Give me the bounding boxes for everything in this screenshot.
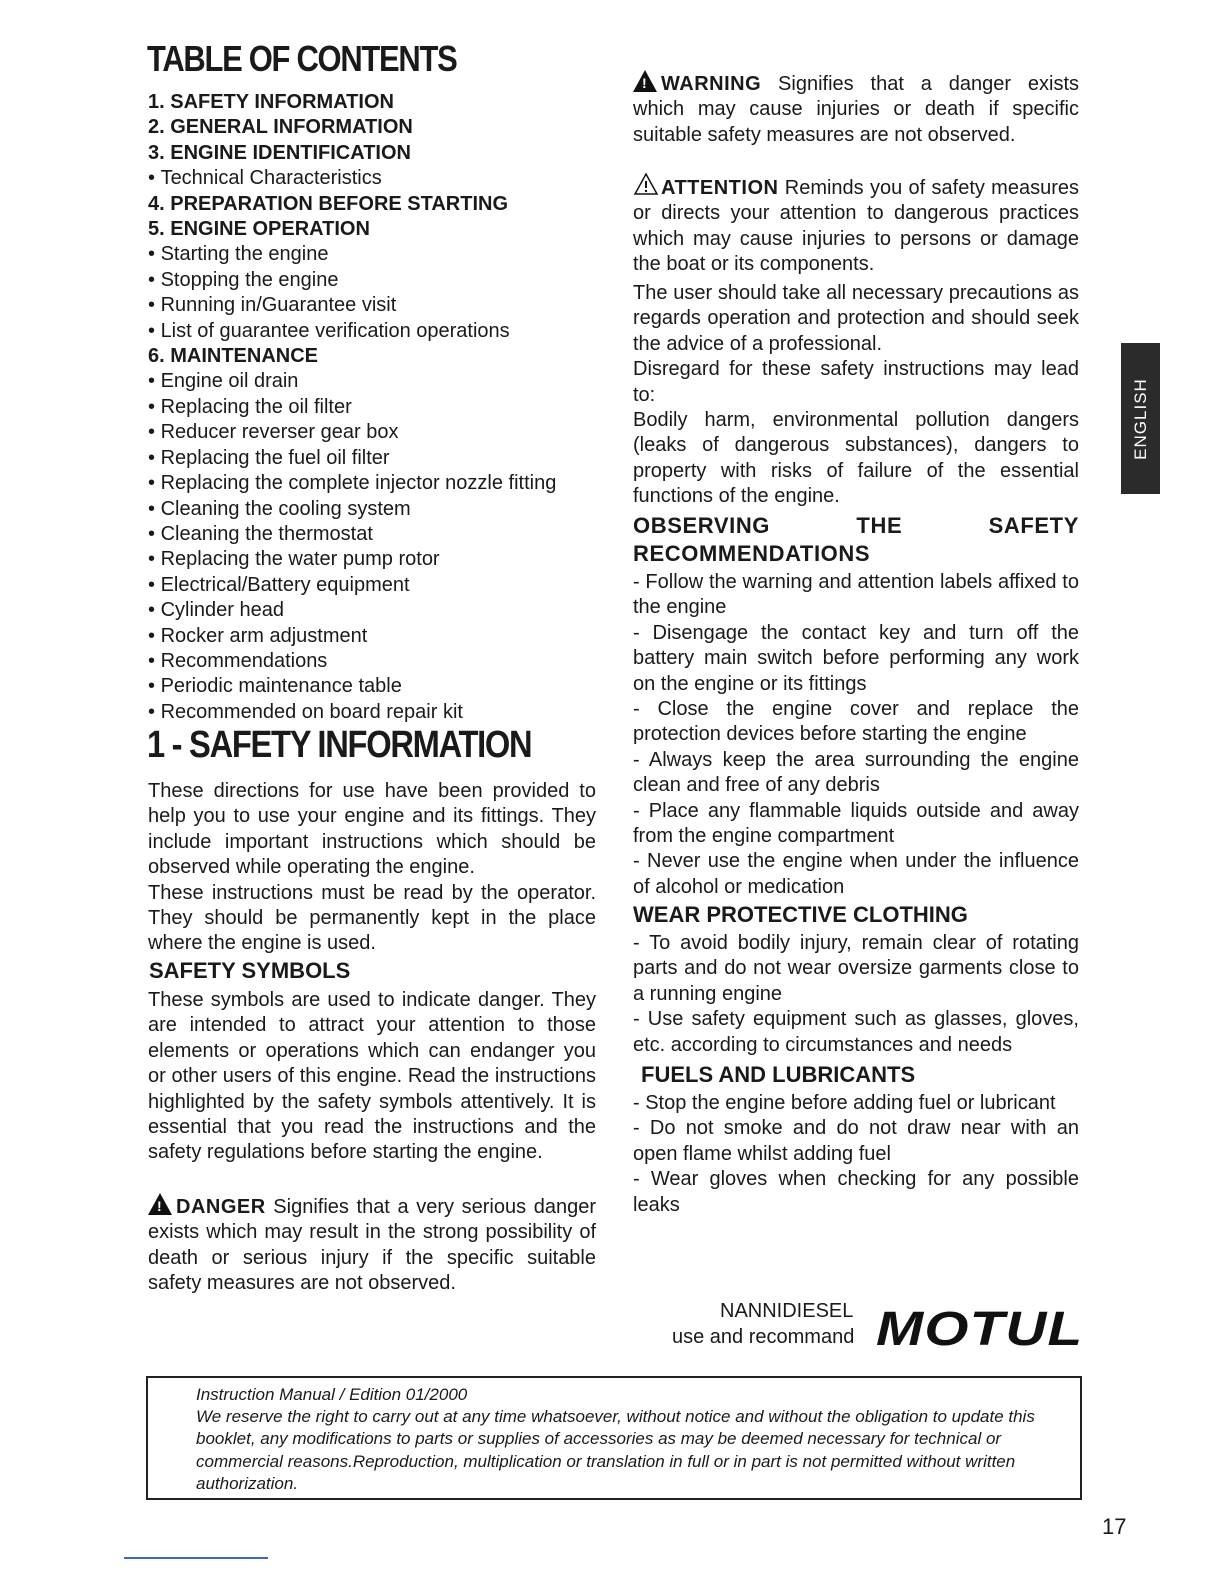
symbols-paragraph: These symbols are used to indicate danger. They are intended to attract your attention to those elements or operations which can endanger you or other users of this engine. Read the instructions highlighted by the safety symbols attentively. It is essential that you read the instructions and the safety regulations before starting the engine. — [148, 989, 596, 1164]
wear-list — [633, 931, 1079, 1058]
language-tab-label: ENGLISH — [1130, 377, 1150, 460]
user-block — [633, 281, 1079, 510]
list-item: - Do not smoke and do not draw near with an open flame whilst adding fuel — [633, 1117, 1079, 1165]
toc-section: 1. SAFETY INFORMATION — [148, 91, 394, 113]
attention-paragraph — [633, 172, 1079, 278]
toc-section: 4. PREPARATION BEFORE STARTING — [148, 192, 509, 215]
list-item: - To avoid bodily injury, remain clear of rotating parts and do not wear oversize garments close to a running engine — [633, 932, 1079, 1005]
observing-list — [633, 570, 1079, 900]
attention-text: Reminds you of safety measures or directs your attention to dangerous practices which may cause injuries to persons or damage the boat or its components. — [633, 177, 1079, 276]
toc-subitem: • Replacing the oil filter — [148, 395, 598, 420]
list-item: - Disengage the contact key and turn off the battery main switch before performing any work on the engine or its fittings — [633, 621, 1079, 695]
list-item: - Use safety equipment such as glasses, gloves, etc. according to circumstances and needs — [633, 1008, 1079, 1056]
disclaimer-text: We reserve the right to carry out at any time whatsoever, without notice and without the obligation to update this booklet, any modifications to parts or supplies of accessories as may be deemed necessary for technical or commercial reasons.Reproduction, multiplication or translation in full or in part is not permitted without written authorization. — [196, 1407, 1035, 1493]
toc-section: 6. MAINTENANCE — [148, 345, 319, 368]
section-title: 1 - SAFETY INFORMATION — [147, 724, 532, 766]
brand-tagline: use and recommand — [672, 1326, 855, 1348]
intro-block — [148, 779, 596, 957]
user-paragraph-2: Disregard for these safety instructions may lead to: — [633, 358, 1079, 406]
toc-subitem: • Stopping the engine — [148, 268, 598, 293]
danger-paragraph — [148, 1193, 596, 1297]
user-paragraph: The user should take all necessary precautions as regards operation and protection and should seek the advice of a professional. — [633, 282, 1079, 355]
toc-subitem: • Rocker arm adjustment — [148, 624, 598, 649]
list-item: - Close the engine cover and replace the protection devices before starting the engine — [633, 698, 1079, 746]
toc-subitem: • Cylinder head — [148, 598, 598, 623]
intro-paragraph-2: These instructions must be read by the operator. They should be permanently kept in the place where the engine is used. — [148, 881, 596, 955]
warning-text: Signifies that a danger exists which may cause injuries or death if specific suitable safety measures are not observed. — [633, 73, 1079, 146]
danger-block — [148, 1193, 596, 1297]
toc-subitem: • Electrical/Battery equipment — [148, 573, 598, 598]
symbols-heading: SAFETY SYMBOLS — [149, 958, 351, 983]
toc-subitem: • Recommended on board repair kit — [148, 700, 598, 725]
bottom-rule — [124, 1557, 268, 1559]
observing-heading: OBSERVING THE SAFETY RECOMMENDATIONS — [633, 513, 1079, 566]
toc-subitem: • Cleaning the cooling system — [148, 497, 598, 522]
footer-box — [146, 1376, 1082, 1500]
warning-icon — [633, 70, 657, 92]
toc-section: 3. ENGINE IDENTIFICATION — [148, 141, 411, 164]
toc-subitem: • List of guarantee verification operations — [148, 319, 598, 344]
warning-label: WARNING — [661, 73, 762, 95]
toc-list — [148, 90, 598, 725]
edition-line: Instruction Manual / Edition 01/2000 — [196, 1385, 468, 1404]
toc-subitem: • Reducer reverser gear box — [148, 420, 598, 445]
page-number: 17 — [1102, 1514, 1127, 1539]
intro-paragraph: These directions for use have been provided to help you to use your engine and its fittings. They include important instructions which should be observed while operating the engine. — [148, 780, 596, 879]
list-item: - Wear gloves when checking for any possible leaks — [633, 1168, 1079, 1216]
warning-paragraph — [633, 70, 1079, 148]
list-item: - Never use the engine when under the influence of alcohol or medication — [633, 850, 1079, 898]
toc-subitem: • Starting the engine — [148, 242, 598, 267]
toc-subitem: • Running in/Guarantee visit — [148, 293, 598, 318]
attention-label: ATTENTION — [661, 177, 779, 199]
symbols-block — [148, 988, 596, 1166]
toc-section: 2. GENERAL INFORMATION — [148, 116, 413, 139]
danger-text: Signifies that a very serious danger exists which may result in the strong possibility of death or serious injury if the specific suitable safety measures are not observed. — [148, 1196, 596, 1295]
attention-icon — [633, 172, 659, 196]
toc-subitem: • Periodic maintenance table — [148, 674, 598, 699]
toc-subitem: • Technical Characteristics — [148, 166, 598, 191]
list-item: - Follow the warning and attention labels affixed to the engine — [633, 571, 1079, 619]
toc-title: TABLE OF CONTENTS — [147, 38, 457, 79]
toc-subitem: • Recommendations — [148, 649, 598, 674]
toc-subitem: • Replacing the complete injector nozzle fitting — [148, 471, 598, 496]
warning-block — [633, 70, 1079, 148]
toc-subitem: • Engine oil drain — [148, 369, 598, 394]
danger-warning-icon — [148, 1193, 172, 1215]
list-item: - Stop the engine before adding fuel or lubricant — [633, 1092, 1056, 1114]
toc-section: 5. ENGINE OPERATION — [148, 218, 370, 241]
list-item: - Always keep the area surrounding the engine clean and free of any debris — [633, 748, 1079, 797]
fuels-heading: FUELS AND LUBRICANTS — [641, 1062, 916, 1087]
attention-block — [633, 172, 1079, 278]
toc-subitem: • Cleaning the thermostat — [148, 522, 598, 547]
fuels-list — [633, 1091, 1079, 1218]
danger-label: DANGER — [176, 1196, 266, 1218]
toc-subitem: • Replacing the fuel oil filter — [148, 446, 598, 471]
language-tab — [1121, 343, 1160, 494]
toc-subitem: • Replacing the water pump rotor — [148, 547, 598, 572]
footer-text — [196, 1384, 1036, 1495]
list-item: - Place any flammable liquids outside and away from the engine compartment — [633, 799, 1079, 848]
brand-line: NANNIDIESEL — [720, 1300, 854, 1322]
user-paragraph-3: Bodily harm, environmental pollution dangers (leaks of dangerous substances), dangers to property with risks of failure of the essential functions of the engine. — [633, 409, 1079, 508]
motul-logo: MOTUL — [876, 1303, 1084, 1356]
wear-heading: WEAR PROTECTIVE CLOTHING — [633, 902, 968, 927]
